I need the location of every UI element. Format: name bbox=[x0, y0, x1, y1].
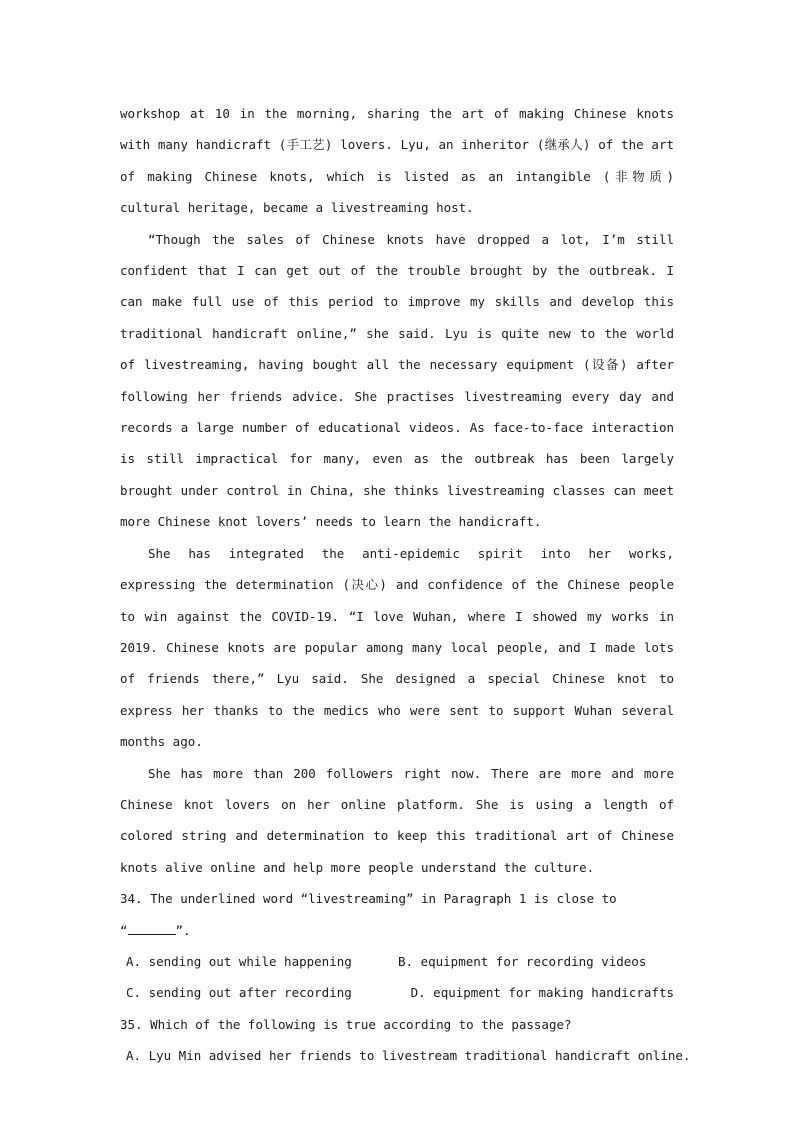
question-34-blank-open: “ bbox=[120, 922, 128, 938]
answer-blank[interactable] bbox=[128, 924, 176, 935]
option-a[interactable]: A. Lyu Min advised her friends to livestream traditional handicraft online. bbox=[126, 1048, 691, 1064]
question-34-options bbox=[120, 946, 674, 1009]
passage-paragraph-3: She has integrated the anti-epidemic spirit into her works, expressing the determination (决心) and confidence of the Chinese people to win against the COVID-19. “I love Wuhan, where I showed my works in 2019. Chinese knots are popular among many local people, and I made lots of friends there,” Lyu said. She designed a special Chinese knot to express her thanks to the medics who were sent to support Wuhan several months ago. bbox=[120, 545, 674, 750]
option-row bbox=[126, 946, 674, 977]
option-d[interactable]: D. equipment for making handicrafts bbox=[410, 985, 674, 1001]
reading-passage bbox=[120, 98, 674, 883]
passage-paragraph-4: She has more than 200 followers right now. There are more and more Chinese knot lovers on her online platform. She is using a length of colored string and determination to keep this traditional art of Chinese knots alive online and help more people understand the culture. bbox=[120, 765, 674, 875]
question-34-stem bbox=[120, 883, 674, 946]
question-34 bbox=[120, 883, 674, 1009]
document-page bbox=[120, 98, 691, 1072]
option-b[interactable]: B. equipment for recording videos bbox=[398, 953, 647, 969]
passage-paragraph-2: “Though the sales of Chinese knots have dropped a lot, I’m still confident that I can get out of the trouble brought by the outbreak. I can make full use of this period to improve my skills and develop this traditional handicraft online,” she said. Lyu is quite new to the world of livestreaming, having bought all the necessary equipment (设备) after following her friends advice. She practises livestreaming every day and records a large number of educational videos. As face-to-face interaction is still impractical for many, even as the outbreak has been largely brought under control in China, she thinks livestreaming classes can meet more Chinese knot lovers’ needs to learn the handicraft. bbox=[120, 231, 674, 530]
option-c[interactable]: C. sending out after recording bbox=[126, 985, 352, 1001]
question-34-blank-close: ”. bbox=[175, 922, 191, 938]
passage-paragraph-1: workshop at 10 in the morning, sharing the art of making Chinese knots with many handicraft (手工艺) lovers. Lyu, an inheritor (继承人) of the art of making Chinese knots, which is listed as an intangible (非物质) cultural heritage, became a livestreaming host. bbox=[120, 106, 674, 216]
option-a[interactable]: A. sending out while happening bbox=[126, 953, 352, 969]
question-35 bbox=[120, 1009, 691, 1072]
question-34-stem-text: 34. The underlined word “livestreaming” in Paragraph 1 is close to bbox=[120, 891, 617, 907]
option-row bbox=[126, 977, 674, 1008]
question-35-stem: 35. Which of the following is true according to the passage? bbox=[120, 1016, 572, 1032]
